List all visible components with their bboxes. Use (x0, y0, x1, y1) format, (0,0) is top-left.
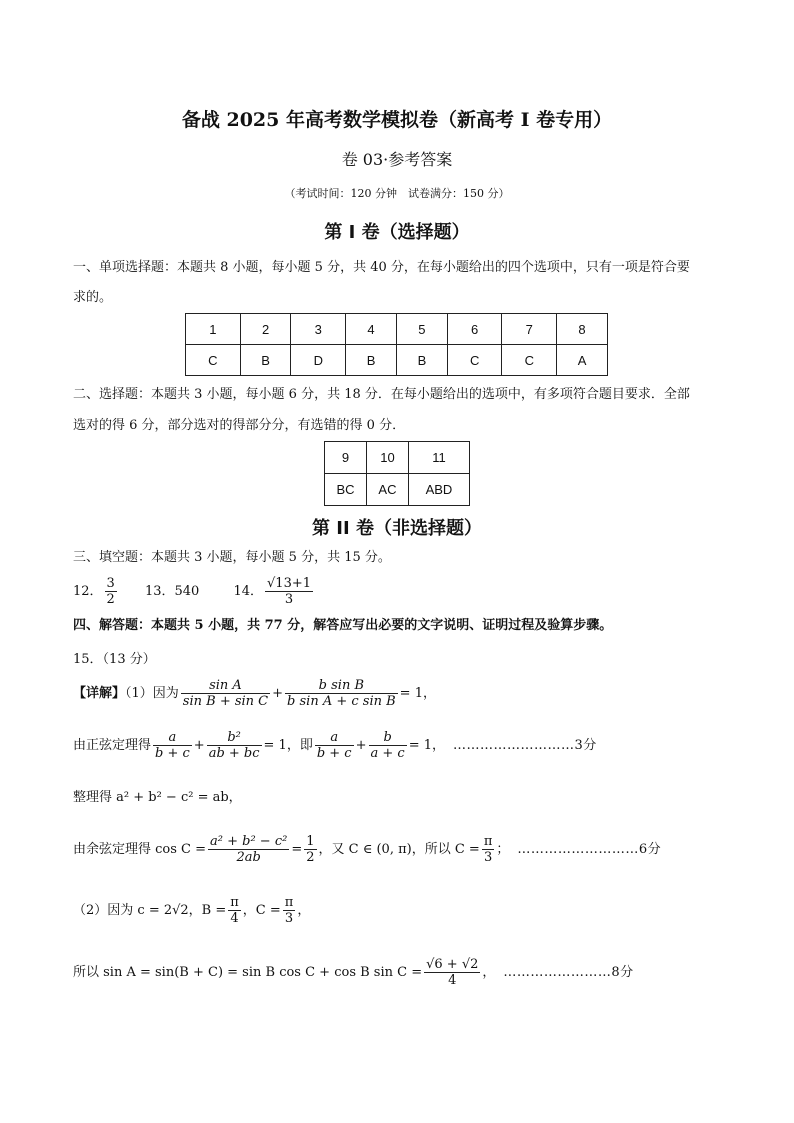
fill-answers (73, 576, 315, 607)
solution-line-6 (73, 957, 634, 988)
denominator: 4 (448, 973, 457, 988)
text: = 1， (399, 686, 436, 701)
table-cell: C (502, 345, 557, 376)
section2-intro-line2: 选对的得 6 分，部分选对的得部分分，有选错的得 0 分． (73, 418, 406, 433)
numerator: a² + b² − c² (210, 834, 288, 849)
answer-table-single (185, 313, 608, 376)
denominator: b + c (155, 746, 190, 761)
table-cell: D (291, 345, 346, 376)
table-row (325, 474, 470, 506)
numerator: √13+1 (267, 576, 312, 591)
score-marker: ………………………3分 (453, 738, 597, 753)
part1-heading: 第 I 卷（选择题） (324, 222, 470, 243)
text: = 1，即 (263, 738, 313, 753)
denominator: 3 (483, 850, 493, 865)
table-cell: B (240, 345, 291, 376)
numerator: 1 (306, 834, 315, 849)
text: ； (496, 842, 510, 857)
text: （1）因为 (125, 686, 179, 701)
table-cell: C (186, 345, 241, 376)
numerator: 3 (106, 576, 115, 591)
text: 所以 sin A = sin(B + C) = sin B cos C + cos B sin C = (73, 965, 423, 980)
fraction (424, 957, 480, 988)
text: （2）因为 c = 2√2，B = (73, 903, 227, 918)
solution-line-2: 由正弦定理得 $\frac{a}{b + c}$ + $\frac{\text{b²}}{ab + bc}$ = 1，即 $\frac{a}{b + c}$ + $\frac{b}{a + c}$ = 1， ………………………3分 (73, 730, 597, 761)
section1-intro-line1: 一、单项选择题：本题共 8 小题，每小题 5 分，共 40 分，在每小题给出的四个选项中，只有一项是符合要 (73, 260, 690, 275)
fraction (285, 678, 398, 709)
denominator: 3 (284, 911, 294, 926)
fraction (283, 895, 296, 926)
fraction (315, 730, 354, 761)
denominator: a + c (370, 746, 405, 761)
table-cell: 11 (408, 442, 469, 474)
denominator: sin B + sin C (182, 694, 269, 709)
table-cell: 7 (502, 314, 557, 345)
numerator: b² (207, 730, 262, 746)
section1-intro-line2: 求的。 (73, 290, 113, 305)
numerator: π (483, 834, 493, 849)
q14-label: 14． (233, 584, 264, 599)
table-cell: 6 (447, 314, 502, 345)
denominator: 3 (284, 592, 294, 607)
text: ，又 C ∈ (0, π)，所以 C = (318, 842, 480, 857)
denominator: b sin A + c sin B (287, 694, 396, 709)
numerator: √6 + √2 (426, 957, 479, 972)
score-marker: ………………………6分 (517, 842, 662, 857)
table-cell: AC (366, 474, 408, 506)
fraction (304, 834, 316, 865)
fraction (482, 834, 495, 865)
fraction (228, 895, 241, 926)
text: = 1， (408, 738, 445, 753)
fraction (181, 678, 270, 709)
table-cell: A (557, 345, 608, 376)
fraction (153, 730, 192, 761)
document-title: 备战 2025 年高考数学模拟卷（新高考 I 卷专用） (181, 109, 613, 131)
table-cell: 10 (366, 442, 408, 474)
table-cell: 8 (557, 314, 608, 345)
q14-fraction (265, 576, 313, 607)
answer-table-multi (324, 441, 470, 506)
numerator: sin A (181, 678, 270, 694)
denominator: 4 (230, 911, 239, 926)
table-cell: ABD (408, 474, 469, 506)
numerator: π (284, 895, 294, 910)
numerator: b sin B (285, 678, 398, 694)
table-cell: 1 (186, 314, 241, 345)
solution-line-1: 【详解】（1）因为 $\frac{\text{sin A}}{\text{sin B + sin C}}$ + $\frac{\text{b sin B}}{\text{b sin A + c sin B}}$ = 1， (73, 678, 436, 709)
exam-note: （考试时间：120 分钟 试卷满分：150 分） (284, 187, 510, 200)
fraction (208, 834, 289, 865)
numerator: b (369, 730, 407, 746)
text: 由正弦定理得 (73, 738, 152, 753)
denominator: 2 (106, 592, 115, 607)
denominator: 2ab (236, 850, 261, 865)
table-cell: BC (325, 474, 367, 506)
text: ，C = (242, 903, 281, 918)
table-cell: 4 (346, 314, 397, 345)
section3-intro: 三、填空题：本题共 3 小题，每小题 5 分，共 15 分。 (73, 550, 391, 565)
text: = (291, 842, 303, 857)
part2-heading: 第 II 卷（非选择题） (312, 518, 482, 539)
q12-label: 12． (73, 584, 103, 599)
fraction (207, 730, 262, 761)
text: 由余弦定理得 cos C = (73, 842, 207, 857)
solution-line-3: 整理得 a² + b² − c² = ab， (73, 790, 242, 805)
numerator: π (230, 895, 239, 910)
table-row (186, 314, 608, 345)
denominator: 2 (306, 850, 315, 865)
table-row (186, 345, 608, 376)
solution-line-4 (73, 834, 661, 865)
table-row (325, 442, 470, 474)
fraction (369, 730, 407, 761)
document-subtitle: 卷 03·参考答案 (341, 150, 453, 169)
q13-answer: 13．540 (144, 584, 200, 599)
section2-intro-line1: 二、选择题：本题共 3 小题，每小题 6 分，共 18 分．在每小题给出的选项中，有多项符合题目要求．全部 (73, 387, 690, 402)
table-cell: 9 (325, 442, 367, 474)
score-marker: ……………………8分 (503, 965, 634, 980)
numerator: a (315, 730, 354, 746)
q15-header: 15．（13 分） (73, 652, 156, 667)
table-cell: C (447, 345, 502, 376)
table-cell: B (346, 345, 397, 376)
q12-fraction (105, 576, 117, 607)
numerator: a (153, 730, 192, 746)
table-cell: 5 (396, 314, 447, 345)
table-cell: B (396, 345, 447, 376)
table-cell: 2 (240, 314, 291, 345)
denominator: ab + bc (208, 746, 260, 761)
text: ， (482, 965, 496, 980)
table-cell: 3 (291, 314, 346, 345)
denominator: b + c (316, 746, 352, 761)
text: ， (297, 903, 311, 918)
detail-label: 【详解】 (73, 686, 126, 701)
section4-intro: 四、解答题：本题共 5 小题，共 77 分，解答应写出必要的文字说明、证明过程及验算步骤。 (73, 618, 613, 633)
solution-line-5 (73, 895, 310, 926)
